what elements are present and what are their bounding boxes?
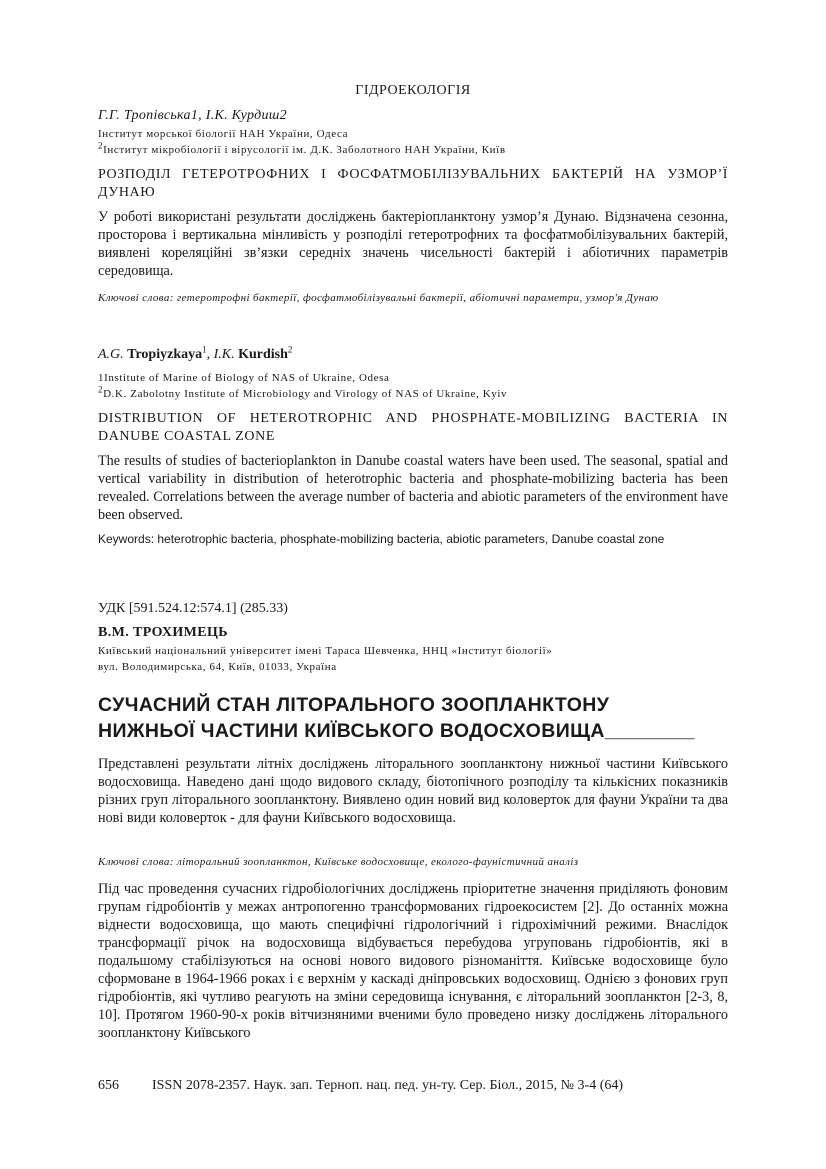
- article3-affiliation-2: вул. Володимирська, 64, Київ, 01033, Україна: [98, 661, 337, 673]
- title-line-2: НИЖНЬОЇ ЧАСТИНИ КИЇВСЬКОГО ВОДОСХОВИЩА________: [98, 720, 695, 742]
- article2-keywords: Keywords: heterotrophic bacteria, phosphate-mobilizing bacteria, abiotic parameters, Danube coastal zone: [98, 532, 665, 546]
- article1-title: РОЗПОДІЛ ГЕТЕРОТРОФНИХ І ФОСФАТМОБІЛІЗУВАЛЬНИХ БАКТЕРІЙ НА УЗМОР’Ї ДУНАЮ: [98, 167, 728, 200]
- article3-abstract: Представлені результати літніх досліджень літорального зоопланктону нижньої частини Київського водосховища. Наведено дані щодо видового складу, біотопічного розподілу та кількісних показників різних груп літорального зоопланктону. Виявлено один новий вид коловерток для фауни України та два нові види коловерток - для фауни Київського водосховища.: [98, 756, 728, 826]
- affil2-marker: 2: [98, 140, 104, 151]
- article2-abstract: The results of studies of bacterioplankton in Danube coastal waters have been used. The seasonal, spatial and vertical variability in distribution of heterotrophic bacteria and phosphate-mobilizing bacteria has been revealed. Correlations between the average number of bacteria and abiotic parameters of the environment have been observed.: [98, 453, 728, 523]
- article2-authors: A.G. Tropiyzkaya$^1$, I.K. Kurdish$^2$: [98, 344, 293, 362]
- article1-affiliation-2: $^2$Інститут мікробіології і вірусології ім. Д.К. Заболотного НАН України, Київ: [98, 140, 506, 156]
- journal-citation: ISSN 2078-2357. Наук. зап. Терноп. нац. пед. ун-ту. Сер. Біол., 2015, № 3-4 (64): [152, 1078, 624, 1093]
- article2-affiliation-2: $^2$D.K. Zabolotny Institute of Microbiology and Virology of NAS of Ukraine, Kyiv: [98, 384, 508, 400]
- article3-title: [98, 692, 728, 744]
- article3-keywords: Ключові слова: літоральний зоопланктон, Київське водосховище, еколого-фауністичний аналіз: [98, 856, 579, 868]
- article3-author: В.М. ТРОХИМЕЦЬ: [98, 625, 228, 640]
- article1-authors: Г.Г. Тропівська1, І.К. Курдиш2: [98, 108, 287, 123]
- article2-affiliation-1: 1Institute of Marine of Biology of NAS of Ukraine, Odesa: [98, 372, 390, 384]
- udc-code: УДК [591.524.12:574.1] (285.33): [98, 601, 288, 616]
- article3-body: Під час проведення сучасних гідробіологічних досліджень пріоритетне значення приділяють фоновим групам гідробіонтів у межах антропогенно трансформованих гідроекосистем [2]. До останніх можна віднести водосховища, що мають специфічні гідрологічний і гідрохімічний режими. Внаслідок трансформації річок на водосховища відбувається перебудова угруповань гідробіонтів, які в подальшому стабілізуються на основі нового видового різноманіття. Київське водосховище було сформоване в 1964-1966 роках і є верхнім у каскаді дніпровських водосховищ. Однією з фонових груп гідробіонтів, які чутливо реагують на зміни середовища існування, є літоральний зоопланктон [2-3, 8, 10]. Протягом 1960-90-х років вітчизняними вченими було проведено низку досліджень літорального зоопланктону Київського: [98, 881, 728, 1041]
- section-header: ГІДРОЕКОЛОГІЯ: [355, 83, 471, 98]
- article3-affiliation-1: Київський національний університет імені Тараса Шевченка, ННЦ «Інститут біології»: [98, 645, 553, 657]
- article1-keywords: Ключові слова: гетеротрофні бактерії, фосфатмобілізувальні бактерії, абіотичні параметри, узмор'я Дунаю: [98, 292, 659, 304]
- article1-abstract: У роботі використані результати досліджень бактеріопланктону узмор’я Дунаю. Відзначена сезонна, просторова і вертикальна мінливість у розподілі гетеротрофних та фосфатмобілізувальних бактерій, виявлені кореляційні зв’язки середніх значень чисельності бактерій і абіотичних параметрів середовища.: [98, 209, 728, 279]
- article1-affiliation-1: Інститут морської біології НАН України, Одеса: [98, 128, 349, 140]
- page-number: 656: [98, 1078, 119, 1093]
- title-line-1: СУЧАСНИЙ СТАН ЛІТОРАЛЬНОГО ЗООПЛАНКТОНУ: [98, 694, 610, 716]
- article2-title: DISTRIBUTION OF HETEROTROPHIC AND PHOSPHATE-MOBILIZING BACTERIA IN DANUBE COASTAL ZONE: [98, 411, 728, 444]
